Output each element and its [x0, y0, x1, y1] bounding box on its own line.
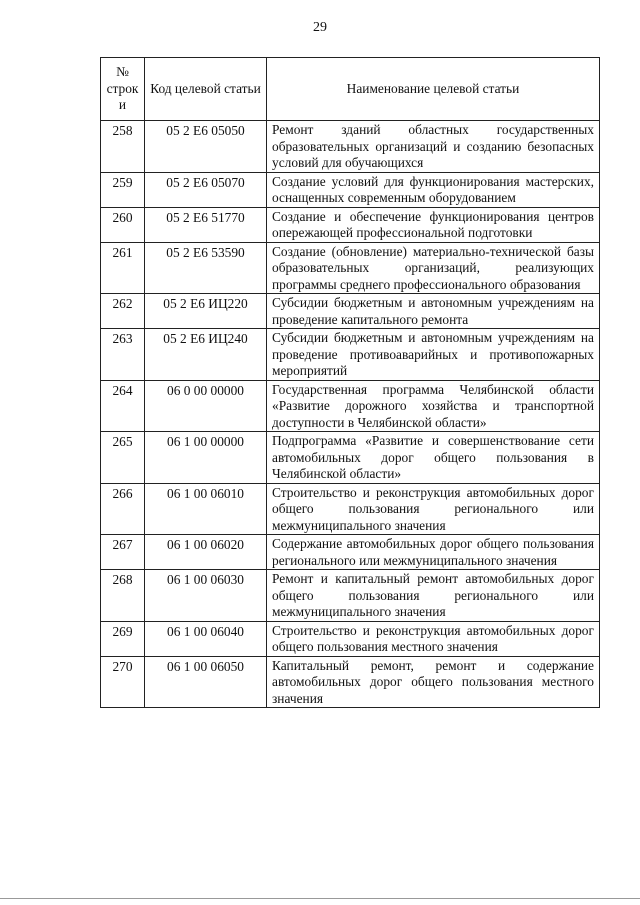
row-number-cell: 270 [101, 656, 145, 708]
table-row [101, 621, 600, 656]
article-code-cell: 06 1 00 06030 [145, 570, 267, 622]
table-row [101, 121, 600, 173]
table-row [101, 656, 600, 708]
table-header-row [101, 58, 600, 121]
table-row [101, 329, 600, 381]
table-row [101, 172, 600, 207]
article-code-cell: 06 1 00 06010 [145, 483, 267, 535]
article-name-cell: Государственная программа Челябинской области «Развитие дорожного хозяйства и транспортной доступности в Челябинской области» [267, 380, 600, 432]
row-number-cell: 259 [101, 172, 145, 207]
row-number-cell: 268 [101, 570, 145, 622]
header-row-number: № строк и [101, 58, 145, 121]
row-number-cell: 262 [101, 294, 145, 329]
row-number-cell: 260 [101, 207, 145, 242]
article-name-cell: Создание и обеспечение функционирования центров опережающей профессиональной подготовки [267, 207, 600, 242]
article-name-cell: Субсидии бюджетным и автономным учреждениям на проведение противоаварийных и противопожарных мероприятий [267, 329, 600, 381]
article-code-cell: 05 2 Е6 53590 [145, 242, 267, 294]
table-row [101, 242, 600, 294]
page-bottom-edge [0, 898, 640, 899]
row-number-cell: 261 [101, 242, 145, 294]
article-name-cell: Ремонт и капитальный ремонт автомобильных дорог общего пользования регионального или межмуниципального значения [267, 570, 600, 622]
article-code-cell: 06 1 00 00000 [145, 432, 267, 484]
table-row [101, 570, 600, 622]
article-name-cell: Ремонт зданий областных государственных образовательных организаций и созданию безопасных условий для обучающихся [267, 121, 600, 173]
article-name-cell: Создание (обновление) материально-технической базы образовательных организаций, реализующих программы среднего профессионального образования [267, 242, 600, 294]
row-number-cell: 269 [101, 621, 145, 656]
row-number-cell: 263 [101, 329, 145, 381]
row-number-cell: 264 [101, 380, 145, 432]
article-code-cell: 05 2 Е6 ИЦ240 [145, 329, 267, 381]
table-row [101, 294, 600, 329]
article-name-cell: Капитальный ремонт, ремонт и содержание автомобильных дорог общего пользования местного значения [267, 656, 600, 708]
row-number-cell: 266 [101, 483, 145, 535]
article-name-cell: Подпрограмма «Развитие и совершенствование сети автомобильных дорог общего пользования в Челябинской области» [267, 432, 600, 484]
article-code-cell: 05 2 Е6 05050 [145, 121, 267, 173]
row-number-cell: 265 [101, 432, 145, 484]
table-row [101, 432, 600, 484]
article-code-cell: 06 1 00 06050 [145, 656, 267, 708]
page-number: 29 [313, 20, 327, 35]
header-article-name: Наименование целевой статьи [267, 58, 600, 121]
table-row [101, 535, 600, 570]
article-code-cell: 05 2 Е6 05070 [145, 172, 267, 207]
table-row [101, 380, 600, 432]
article-code-cell: 06 0 00 00000 [145, 380, 267, 432]
row-number-cell: 267 [101, 535, 145, 570]
article-code-cell: 05 2 Е6 ИЦ220 [145, 294, 267, 329]
article-name-cell: Строительство и реконструкция автомобильных дорог общего пользования местного значения [267, 621, 600, 656]
article-name-cell: Содержание автомобильных дорог общего пользования регионального или межмуниципального значения [267, 535, 600, 570]
article-code-cell: 05 2 Е6 51770 [145, 207, 267, 242]
article-name-cell: Субсидии бюджетным и автономным учреждениям на проведение капитального ремонта [267, 294, 600, 329]
table-row [101, 207, 600, 242]
article-code-cell: 06 1 00 06040 [145, 621, 267, 656]
article-name-cell: Создание условий для функционирования мастерских, оснащенных современным оборудованием [267, 172, 600, 207]
row-number-cell: 258 [101, 121, 145, 173]
header-article-code: Код целевой статьи [145, 58, 267, 121]
article-name-cell: Строительство и реконструкция автомобильных дорог общего пользования регионального или межмуниципального значения [267, 483, 600, 535]
table-row [101, 483, 600, 535]
article-code-cell: 06 1 00 06020 [145, 535, 267, 570]
target-articles-table [100, 57, 600, 708]
